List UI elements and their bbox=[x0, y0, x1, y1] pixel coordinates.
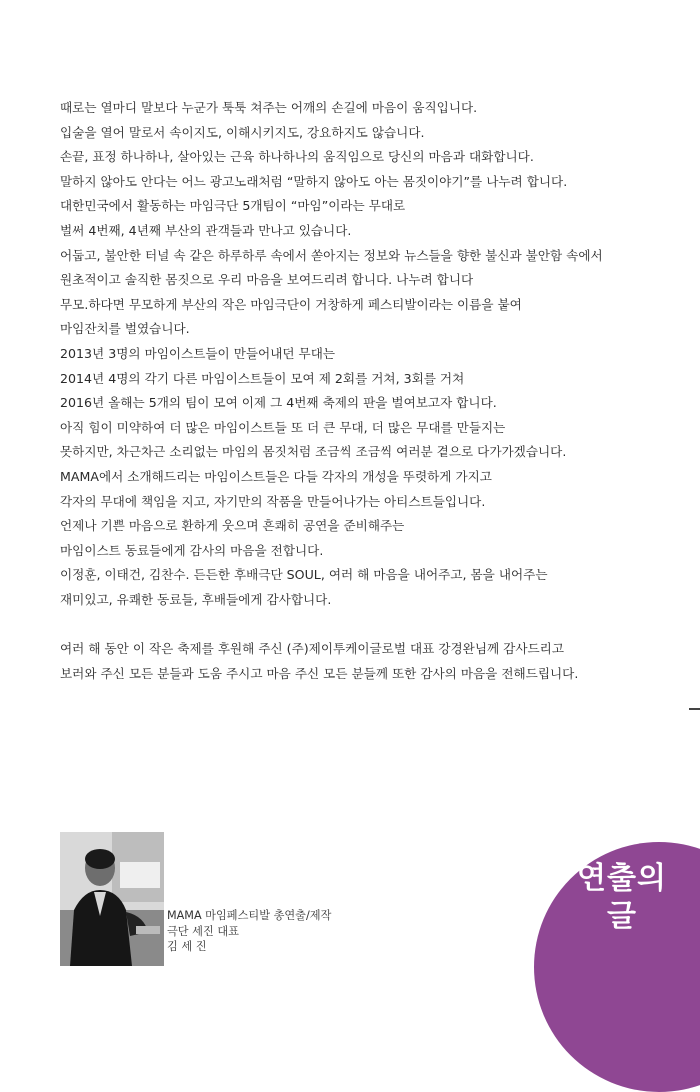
author-name: 김 세 진 bbox=[167, 940, 207, 953]
author-caption bbox=[167, 908, 331, 955]
paragraph-2 bbox=[60, 637, 685, 686]
author-photo-illustration bbox=[60, 832, 164, 966]
text-line: MAMA에서 소개해드리는 마임이스트들은 다들 각자의 개성을 뚜렷하게 가지고 bbox=[60, 468, 492, 484]
author-company: 극단 세진 대표 bbox=[167, 924, 239, 938]
text-line: 벌써 4번째, 4년째 부산의 관객들과 만나고 있습니다. bbox=[60, 222, 352, 238]
text-line: 못하지만, 차근차근 소리없는 마임의 몸짓처럼 조금씩 조금씩 여러분 곁으로 다가가겠습니다. bbox=[60, 444, 567, 460]
text-line: 이정훈, 이태건, 김찬수. 든든한 후배극단 SOUL, 여러 해 마음을 내어주고, 몸을 내어주는 bbox=[60, 567, 548, 583]
author-role: MAMA 마임페스티발 총연출/제작 bbox=[167, 909, 332, 922]
text-line: 원초적이고 솔직한 몸짓으로 우리 마음을 보여드리려 합니다. 나누려 합니다 bbox=[60, 272, 474, 288]
text-line: 대한민국에서 활동하는 마임극단 5개팀이 “마임”이라는 무대로 bbox=[60, 198, 406, 214]
text-line: 2016년 올해는 5개의 팀이 모여 이제 그 4번째 축제의 판을 벌여보고자 합니다. bbox=[60, 395, 497, 411]
badge-line-1: 연출의 bbox=[577, 861, 667, 896]
text-line: 아직 힘이 미약하여 더 많은 마임이스트들 또 더 큰 무대, 더 많은 무대를 만들지는 bbox=[60, 419, 506, 435]
text-line: 여러 해 동안 이 작은 축제를 후원해 주신 (주)제이투케이글로벌 대표 강경완님께 감사드리고 bbox=[60, 641, 564, 657]
text-line: 말하지 않아도 안다는 어느 광고노래처럼 “말하지 않아도 아는 몸짓이야기”를 나누려 합니다. bbox=[60, 173, 568, 189]
text-line: 입술을 열어 말로서 속이지도, 이해시키지도, 강요하지도 않습니다. bbox=[60, 124, 425, 140]
text-line: 2013년 3명의 마임이스트들이 만들어내던 무대는 bbox=[60, 345, 336, 361]
section-badge-title bbox=[566, 860, 678, 936]
text-line: 마임이스트 동료들에게 감사의 마음을 전합니다. bbox=[60, 542, 324, 558]
edge-tick-mark bbox=[689, 708, 700, 710]
text-line: 각자의 무대에 책임을 지고, 자기만의 작품을 만들어나가는 아티스트들입니다. bbox=[60, 493, 486, 509]
text-line: 어둡고, 불안한 터널 속 같은 하루하루 속에서 쏟아지는 정보와 뉴스들을 향한 불신과 불안함 속에서 bbox=[60, 247, 603, 263]
text-line: 무모.하다면 무모하게 부산의 작은 마임극단이 거창하게 페스티발이라는 이름을 붙여 bbox=[60, 296, 522, 312]
text-line: 때로는 열마디 말보다 누군가 툭툭 쳐주는 어깨의 손길에 마음이 움직입니다. bbox=[60, 100, 478, 115]
author-photo bbox=[60, 832, 164, 966]
text-line: 보러와 주신 모든 분들과 도움 주시고 마음 주신 모든 분들께 또한 감사의 마음을 전해드립니다. bbox=[60, 665, 579, 681]
text-line: 손끝, 표정 하나하나, 살아있는 근육 하나하나의 움직임으로 당신의 마음과 대화합니다. bbox=[60, 149, 534, 165]
paragraph-gap bbox=[60, 612, 685, 637]
text-line: 마임잔치를 벌였습니다. bbox=[60, 321, 190, 337]
text-line: 재미있고, 유쾌한 동료들, 후배들에게 감사합니다. bbox=[60, 591, 332, 607]
badge-line-2: 글 bbox=[607, 899, 637, 934]
text-line: 언제나 기쁜 마음으로 환하게 웃으며 흔쾌히 공연을 준비해주는 bbox=[60, 518, 405, 534]
letter-body bbox=[60, 96, 685, 686]
text-line: 2014년 4명의 각기 다른 마임이스트들이 모여 제 2회를 거쳐, 3회를 거쳐 bbox=[60, 370, 465, 386]
paragraph-1 bbox=[60, 96, 685, 612]
